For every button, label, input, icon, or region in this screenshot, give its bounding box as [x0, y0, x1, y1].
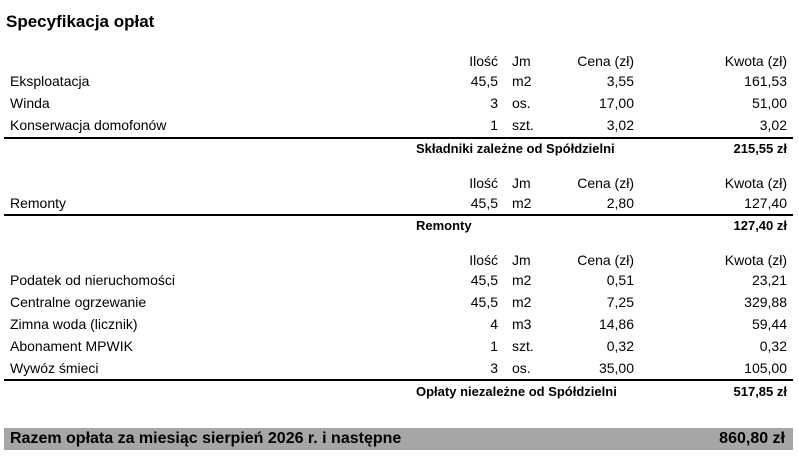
- row-qty: 45,5: [470, 195, 498, 211]
- header-amount: Kwota (zł): [724, 53, 787, 69]
- row-price: 2,80: [606, 195, 634, 211]
- total-label: Razem opłata za miesiąc sierpień 2026 r. i następne: [10, 430, 402, 447]
- subtotal-value: 127,40 zł: [733, 218, 787, 233]
- row-name: Wywóz śmieci: [10, 360, 99, 376]
- row-unit: m3: [512, 316, 532, 332]
- row-price: 14,86: [598, 316, 634, 332]
- row-qty: 1: [490, 338, 498, 354]
- row-unit: szt.: [512, 117, 534, 133]
- row-unit: os.: [512, 360, 531, 376]
- row-qty: 45,5: [470, 272, 498, 288]
- row-qty: 3: [490, 360, 498, 376]
- section-divider: [4, 379, 793, 381]
- row-unit: szt.: [512, 338, 534, 354]
- section-divider: [4, 214, 793, 216]
- row-qty: 1: [490, 117, 498, 133]
- row-unit: os.: [512, 95, 531, 111]
- row-name: Konserwacja domofonów: [10, 117, 167, 133]
- row-amount: 329,88: [744, 294, 787, 310]
- row-price: 17,00: [598, 95, 634, 111]
- row-amount: 105,00: [744, 360, 787, 376]
- row-name: Centralne ogrzewanie: [10, 294, 147, 310]
- row-price: 0,32: [606, 338, 634, 354]
- subtotal-label: Opłaty niezależne od Spółdzielni: [416, 384, 617, 399]
- header-qty: Ilość: [469, 175, 498, 191]
- row-price: 0,51: [606, 272, 634, 288]
- subtotal-label: Remonty: [416, 218, 472, 233]
- subtotal-label: Składniki zależne od Spółdzielni: [416, 141, 615, 156]
- subtotal-value: 215,55 zł: [733, 141, 787, 156]
- row-amount: 59,44: [751, 316, 787, 332]
- header-price: Cena (zł): [577, 252, 634, 268]
- header-amount: Kwota (zł): [724, 175, 787, 191]
- section-divider: [4, 137, 793, 139]
- row-amount: 127,40: [744, 195, 787, 211]
- header-unit: Jm: [512, 53, 531, 69]
- row-amount: 3,02: [759, 117, 787, 133]
- row-name: Zimna woda (licznik): [10, 316, 138, 332]
- total-bar: [4, 428, 793, 450]
- row-amount: 0,32: [759, 338, 787, 354]
- row-unit: m2: [512, 73, 532, 89]
- row-unit: m2: [512, 294, 532, 310]
- row-unit: m2: [512, 272, 532, 288]
- header-price: Cena (zł): [577, 53, 634, 69]
- row-amount: 161,53: [744, 73, 787, 89]
- row-name: Abonament MPWIK: [10, 338, 133, 354]
- row-qty: 45,5: [470, 294, 498, 310]
- header-unit: Jm: [512, 175, 531, 191]
- row-qty: 3: [490, 95, 498, 111]
- row-name: Eksploatacja: [10, 73, 90, 89]
- row-price: 3,02: [606, 117, 634, 133]
- row-name: Remonty: [10, 195, 67, 211]
- row-name: Winda: [10, 95, 50, 111]
- total-value: 860,80 zł: [719, 430, 785, 447]
- row-amount: 23,21: [751, 272, 787, 288]
- page-title: Specyfikacja opłat: [6, 12, 155, 31]
- header-qty: Ilość: [469, 252, 498, 268]
- row-name: Podatek od nieruchomości: [10, 272, 175, 288]
- subtotal-value: 517,85 zł: [733, 384, 787, 399]
- row-price: 3,55: [606, 73, 634, 89]
- row-amount: 51,00: [751, 95, 787, 111]
- header-amount: Kwota (zł): [724, 252, 787, 268]
- row-unit: m2: [512, 195, 532, 211]
- row-qty: 4: [490, 316, 498, 332]
- row-price: 7,25: [606, 294, 634, 310]
- header-price: Cena (zł): [577, 175, 634, 191]
- header-qty: Ilość: [469, 53, 498, 69]
- header-unit: Jm: [512, 252, 531, 268]
- row-qty: 45,5: [470, 73, 498, 89]
- row-price: 35,00: [598, 360, 634, 376]
